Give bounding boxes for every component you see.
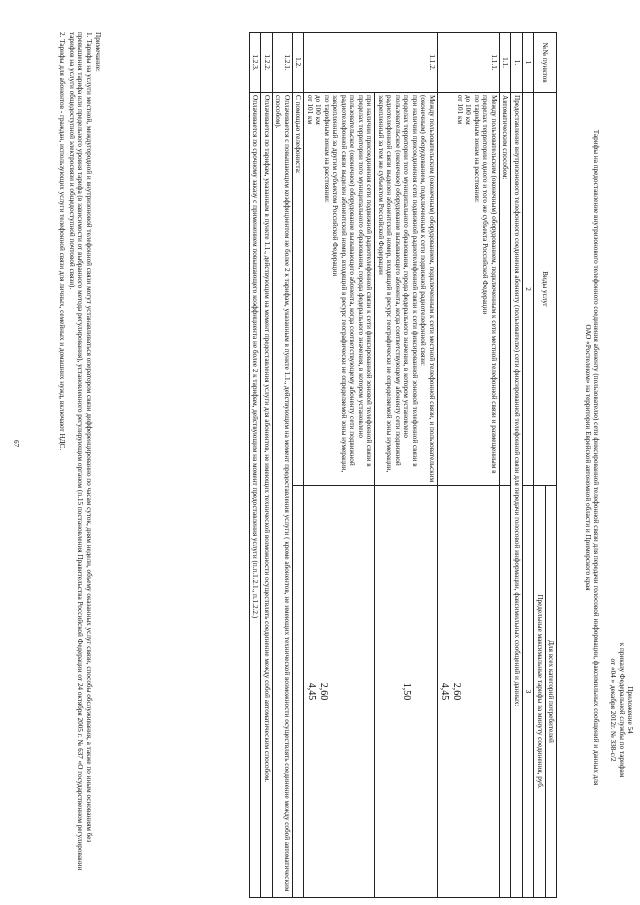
row-value-empty	[292, 486, 303, 898]
table-column-numbers	[522, 33, 533, 898]
tariff-value: 2,60	[317, 682, 329, 701]
appendix-number: Приложение 54	[626, 686, 634, 734]
row-text: Оплачивается с повышающим коэффициентом не более 2 к тарифам, указанным в пункте 1.1., действующим на момент предоставления услуги ( кроме абонентов, не имеющих технической возможности осуществлять соединение между собой автоматическим способом).	[272, 93, 292, 898]
row-text: С помощью телефониста:	[292, 93, 303, 486]
document-title	[583, 40, 600, 875]
table-row	[261, 33, 272, 898]
appendix-order-ref: к приказу Федеральной службы по тарифам	[617, 642, 626, 778]
table-row	[437, 33, 499, 898]
distance-2: от 101 км	[455, 95, 464, 125]
tariff-value: 1,50	[400, 682, 412, 701]
header-item-number: №№ пунктов	[534, 33, 557, 93]
row-text-cell	[375, 93, 437, 486]
row-text-cell	[304, 93, 375, 486]
tariff-value: 2,60	[451, 682, 463, 701]
header-max-tariffs: Предельные максимальные тарифы за минуту соединения, руб.	[534, 486, 545, 898]
row-number: 1.2.2.	[261, 33, 272, 93]
row-number: 1.2.	[292, 33, 303, 93]
note-2: 2. Тарифы для абонентов - граждан, использующих услуги телефонной связи для личных, семейных и домашних нужд, включают НДС.	[58, 32, 67, 451]
table-row	[499, 33, 510, 898]
table-row	[304, 33, 375, 898]
title-line-2: ОАО «Ростелеком» на территории Еврейской автономной области и Приморского края	[583, 324, 592, 591]
title-line-1: Тарифы на предоставление внутризонового телефонного соединения абоненту (пользователю) сети фиксированной телефонной связи для передачи голосовой информации, факсимильных сообщений и данных для	[592, 129, 600, 786]
header-all-categories: Для всех категорий потребителей	[545, 486, 556, 898]
table-row	[272, 33, 292, 898]
table-row	[249, 33, 260, 898]
zone-label: по тарифным зонам на расстоянии:	[472, 95, 481, 203]
distance-1: до 100 км	[464, 95, 473, 125]
row-text: Между пользовательским (оконечным) оборудованием, подключенным к сети местной телефонной связи, и пользовательским (оконечным) оборудованием, подключенным к сети подвижной радиотелефонной связи:	[419, 95, 436, 483]
header-service-types: Виды услуг	[534, 93, 557, 486]
row-number: 1.	[511, 33, 522, 93]
tariff-value: 4,45	[439, 682, 451, 701]
page-number: 67	[12, 440, 20, 448]
col-number-3: 3	[522, 486, 533, 898]
row-value-cell	[304, 486, 375, 898]
table-row	[511, 33, 522, 898]
appendix-header	[609, 540, 634, 880]
row-text: Предоставление внутризонового телефонного соединения абоненту (пользователю) сети фиксированной телефонной связи для передачи голосовой информации, факсимильных сообщений и данных:	[511, 93, 522, 898]
row-number: 1.2.1.	[272, 33, 292, 93]
row-text: Между пользовательским (оконечным) оборудованием, подключенным к сети местной телефонной связи и размещенным в пределах территории одного и того же субъекта Российской Федерации	[481, 95, 498, 474]
row-text-cell	[437, 93, 499, 486]
distance-2: от 101 км	[305, 95, 314, 125]
note-1: 1. Тарифы на услуги местной, междугородной и внутризоновой телефонной связи могут устанавливаться оператором связи дифференцированно по часам суток, дням недели, объему оказанных услуг связи, способы обслуживания, а также по иным основаниям без превышения тарифа или предельного уровня тарифа (в зависимости от выбранного метода регулирования), установленного регулирующим органом (п.15 постановления Правительства Российской Федерации от 24 октября 2005 г. № 637 «О государственном регулировании тарифов на услуги общедоступной электросвязи и общедоступной почтовой связи).	[67, 32, 93, 871]
row-number: 1.1.2.	[304, 33, 437, 93]
table-row	[375, 33, 437, 898]
row-value-cell	[437, 486, 499, 898]
table-row	[292, 33, 303, 898]
row-number: 1.1.	[499, 33, 510, 93]
row-value-cell	[375, 486, 437, 898]
row-number: 1.2.3.	[249, 33, 260, 93]
row-text: Оплачивается по тарифам, указанным в пункте 1.1., действующим на момент предоставления услуги для абонентов, не имеющих технической возможности осуществлять соединение между собой автоматическим способом.	[261, 93, 272, 898]
row-text-sub: при наличии присоединения сети подвижной радиотелефонной связи к сети фиксированной зоновой телефонной связи в пределах территории того муниципального образования, города федерального значения, в котором установлено пользовательское (оконечное) оборудование вызывающего абонента, когда соответствующему абоненту сети подвижной радиотелефонной связи выделен абонентский номер, входящий в ресурс географически не определяемой зоны нумерации, закрепленный за тем же субъектом Российской Федерации	[376, 95, 419, 473]
tariff-value: 4,45	[306, 682, 318, 701]
distance-1: до 100 км	[314, 95, 323, 125]
row-value-empty	[499, 486, 510, 898]
row-text-sub: при наличии присоединения сети подвижной радиотелефонной связи к сети фиксированной зоновой телефонной связи в пределах территории того муниципального образования, города федерального значения, в котором установлено пользовательское (оконечное) оборудование вызывающего абонента, когда соответствующему абоненту сети подвижной радиотелефонной связи выделен абонентский номер, входящий в ресурс географически не определяемой зоны нумерации, закрепленный за другим субъектом Российской Федерации	[331, 95, 374, 473]
row-number: 1.1.1.	[437, 33, 499, 93]
table-header-row	[545, 33, 556, 898]
col-number-1: 1	[522, 33, 533, 93]
tariff-table	[249, 32, 557, 898]
row-text: Оплачивается по срочному заказу с применением повышающего коэффициента не более 2 к тарифам, действующим на момент предоставления услуги (п.п.1.2.1., п.1.2.2.)	[249, 93, 260, 898]
appendix-order-date: от «04 » декабря 2012г. № 338-с/2	[609, 658, 618, 762]
zone-label: по тарифным зонам на расстоянии:	[322, 95, 331, 203]
row-text: Автоматическим способом:	[499, 93, 510, 486]
notes-label: Примечание:	[94, 32, 102, 72]
col-number-2: 2	[522, 93, 533, 486]
notes	[57, 32, 102, 882]
